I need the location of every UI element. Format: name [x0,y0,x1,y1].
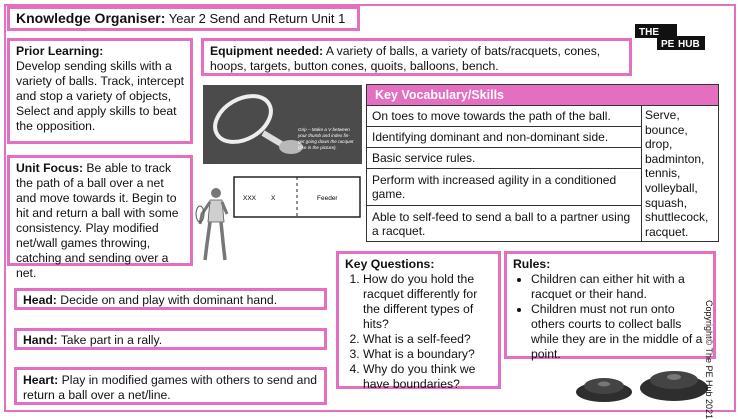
copyright-text: Copyright© The PE Hub 2021 [704,300,714,419]
equipment-text: A variety of balls, a variety of bats/racquets, cones, hoops, targets, button cones, quoits, balloons, bench. [210,44,601,73]
rules-box [504,251,716,359]
logo-line3: HUB [678,39,700,50]
hand-text: Take part in a rally. [60,333,163,347]
logo-line1: THE [639,27,659,38]
unit-focus-label: Unit Focus: [16,161,84,175]
vocab-header: Key Vocabulary/Skills [367,85,719,106]
vocab-skill: Identifying dominant and non-dominant side. [367,127,642,148]
pe-hub-logo [633,22,707,52]
equipment-label: Equipment needed: [210,44,324,58]
vocabulary-table [366,84,719,242]
court-left-label: XXX [243,195,257,202]
key-questions-label: Key Questions: [345,257,435,271]
vocab-skill: Basic service rules. [367,148,642,169]
key-question-item: 3. What is a boundary? [363,347,492,362]
prior-learning-text: Develop sending skills with a variety of balls. Track, intercept and stop a variety of objects, Select and apply skills to beat the opposition. [16,59,184,133]
logo-line2: PE [661,39,675,50]
head-box [14,288,327,310]
tennis-player-illustration [194,184,232,264]
key-question-item: 4. Why do you think we have boundaries? [363,362,492,392]
head-label: Head: [23,293,57,307]
prior-learning-box [7,38,193,144]
vocab-skill: Perform with increased agility in a conditioned game. [367,169,642,206]
rules-label: Rules: [513,257,551,271]
rule-item: • Children can either hit with a racquet or their hand. [531,272,707,302]
unit-focus-box [7,155,193,280]
vocab-skill: Able to self-feed to send a ball to a partner using a racquet. [367,205,642,242]
title-box [7,6,360,31]
button-cones-illustration [574,356,712,406]
title-rest: Year 2 Send and Return Unit 1 [168,11,346,26]
unit-focus-text: Be able to track the path of a ball over a net and move towards it. Begin to hit and return a ball with some consistency. Play modified net/wall games throwing, catching and sending over a net. [16,161,179,280]
court-right-label: Feeder [317,195,338,202]
court-mid-label: X [271,195,276,202]
prior-learning-label: Prior Learning: [16,44,104,58]
photo-caption: Grip – Make a V between your thumb and index fin- get going down the racquet (like in the picture). [298,127,354,150]
head-text: Decide on and play with dominant hand. [60,293,278,307]
key-questions-list [345,272,492,392]
court-diagram [233,176,361,218]
key-questions-box [336,251,501,389]
heart-text: Play in modified games with others to send and return a ball over a net/line. [23,373,318,402]
title-bold: Knowledge Organiser: [16,10,166,26]
tennis-grip-photo [203,85,362,164]
equipment-box [201,38,632,76]
hand-box [14,328,327,350]
vocab-skill: On toes to move towards the path of the ball. [367,106,642,127]
heart-box [14,367,327,405]
vocab-words: Serve, bounce, drop, badminton, tennis, volleyball, squash, shuttlecock, racquet. [642,106,719,242]
rule-item: • Children must not run onto others courts to collect balls while they are in the middle of a point. [531,302,707,362]
rules-list [513,272,707,362]
heart-label: Heart: [23,373,59,387]
key-question-item: 2. What is a self-feed? [363,332,492,347]
hand-label: Hand: [23,333,58,347]
key-question-item: 1. How do you hold the racquet differently for the different types of hits? [363,272,492,332]
